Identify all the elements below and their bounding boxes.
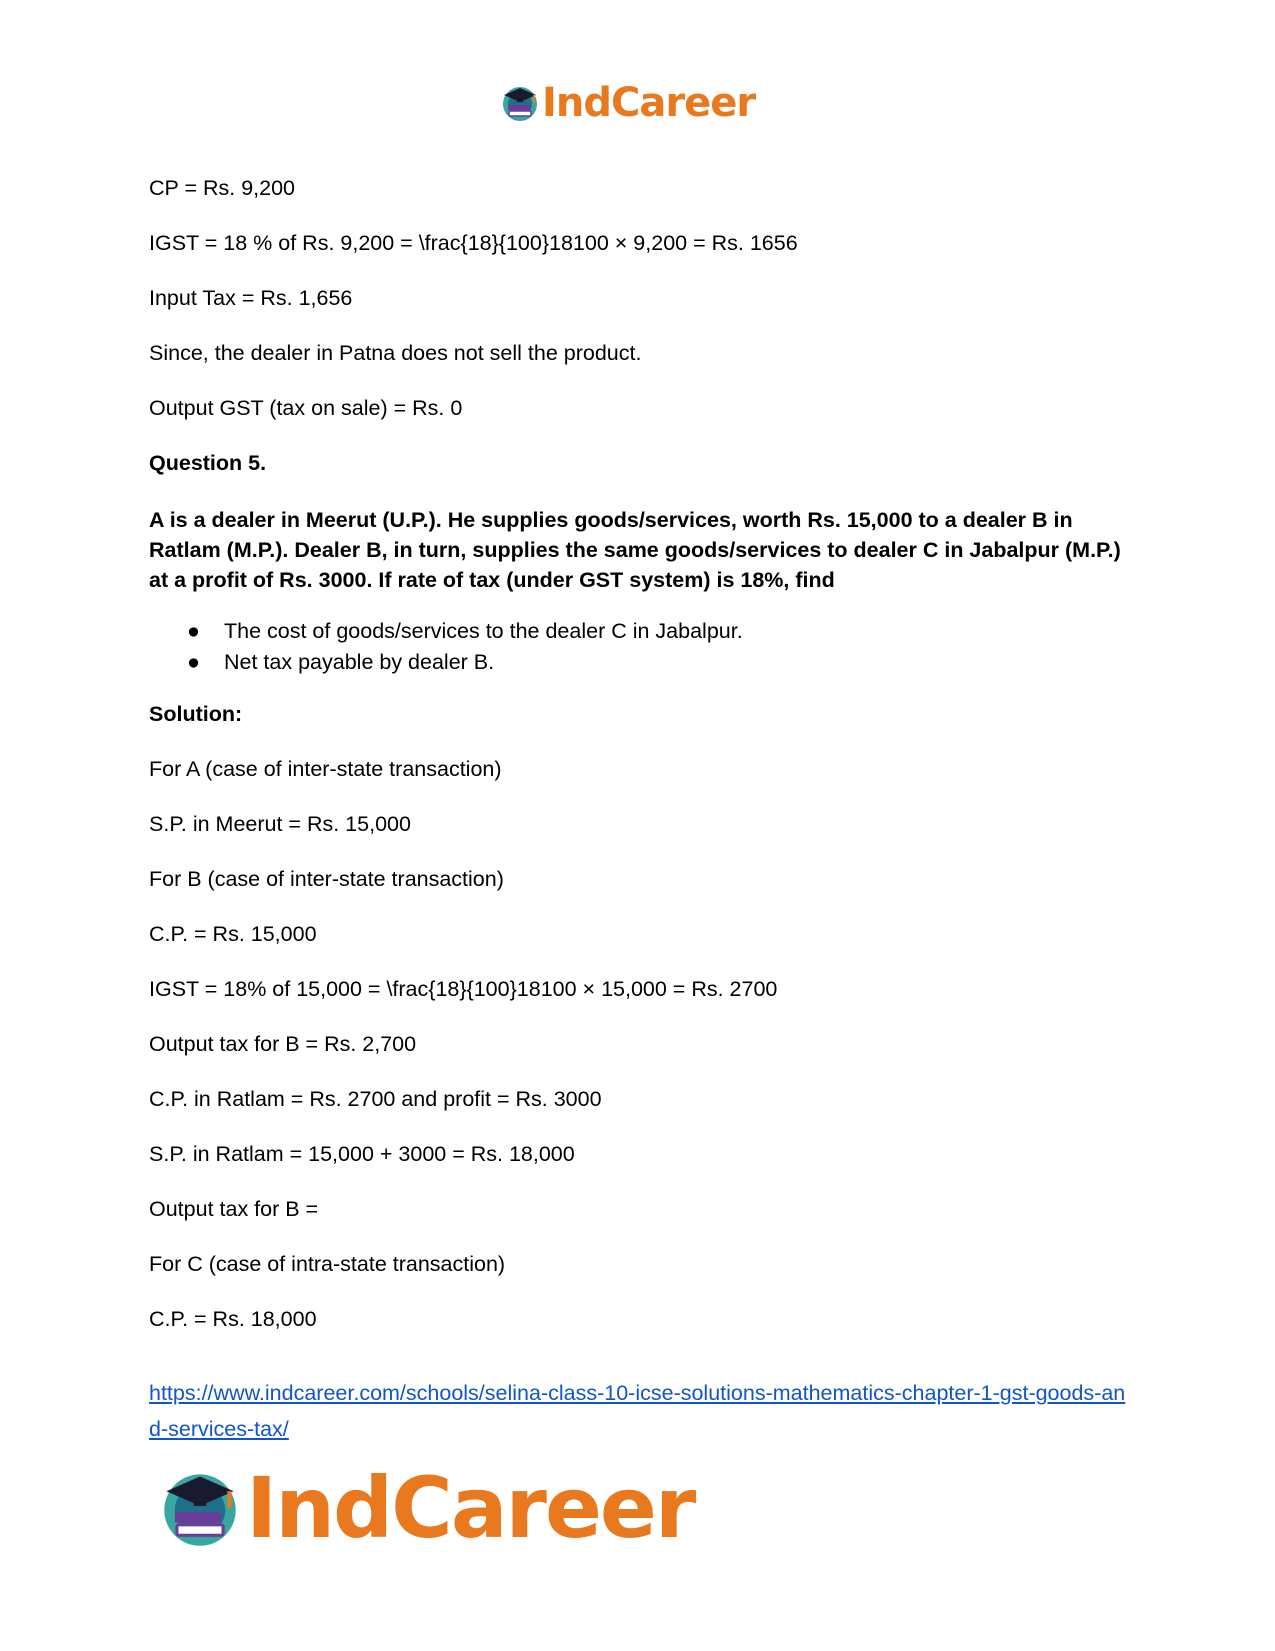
text-line: S.P. in Ratlam = 15,000 + 3000 = Rs. 18,000 bbox=[149, 1142, 575, 1166]
footer-logo bbox=[158, 1458, 694, 1558]
text-line: For C (case of intra-state transaction) bbox=[149, 1252, 506, 1276]
text-line: Input Tax = Rs. 1,656 bbox=[149, 286, 353, 310]
solution-heading: Solution: bbox=[149, 702, 243, 726]
text-line: For B (case of inter-state transaction) bbox=[149, 867, 504, 891]
text-line: CP = Rs. 9,200 bbox=[149, 176, 296, 200]
text-line: IGST = 18% of 15,000 = \frac{18}{100}18100 × 15,000 = Rs. 2700 bbox=[149, 977, 778, 1001]
text-line: Output tax for B = bbox=[149, 1197, 319, 1221]
text-line: For A (case of inter-state transaction) bbox=[149, 757, 502, 781]
text-line: Output GST (tax on sale) = Rs. 0 bbox=[149, 396, 463, 420]
text-line: Output tax for B = Rs. 2,700 bbox=[149, 1032, 417, 1056]
text-line: C.P. = Rs. 15,000 bbox=[149, 922, 317, 946]
graduation-cap-book-icon bbox=[158, 1466, 242, 1550]
list-item bbox=[149, 616, 1129, 647]
text-line: C.P. = Rs. 18,000 bbox=[149, 1307, 317, 1331]
text-line: IGST = 18 % of Rs. 9,200 = \frac{18}{100}18100 × 9,200 = Rs. 1656 bbox=[149, 231, 798, 255]
bullet-icon: ● bbox=[187, 619, 200, 643]
graduation-cap-book-icon bbox=[500, 83, 540, 123]
bullet-icon: ● bbox=[187, 650, 200, 674]
text-line: S.P. in Meerut = Rs. 15,000 bbox=[149, 812, 411, 836]
question-text: A is a dealer in Meerut (U.P.). He supplies goods/services, worth Rs. 15,000 to a dealer B in Ratlam (M.P.). Dealer B, in turn, supplies the same goods/services to dealer C in Jabalpur (M.P.) at a profit of Rs. 3000. If rate of tax (under GST system) is 18%, find bbox=[149, 508, 1121, 592]
logo-wordmark: IndCareer bbox=[246, 1459, 695, 1557]
list-item-text: Net tax payable by dealer B. bbox=[224, 650, 495, 674]
bullet-list bbox=[149, 616, 1129, 678]
source-link[interactable]: https://www.indcareer.com/schools/selina-class-10-icse-solutions-mathematics-chapter-1-gst-goods-and-services-tax/ bbox=[149, 1381, 1126, 1441]
list-item-text: The cost of goods/services to the dealer C in Jabalpur. bbox=[224, 619, 743, 643]
header-logo bbox=[500, 78, 755, 128]
text-line: Since, the dealer in Patna does not sell the product. bbox=[149, 341, 642, 365]
logo-wordmark: IndCareer bbox=[542, 80, 756, 126]
question-heading: Question 5. bbox=[149, 451, 267, 475]
list-item bbox=[149, 647, 1129, 678]
document-body bbox=[149, 175, 1129, 1332]
text-line: C.P. in Ratlam = Rs. 2700 and profit = Rs. 3000 bbox=[149, 1087, 602, 1111]
